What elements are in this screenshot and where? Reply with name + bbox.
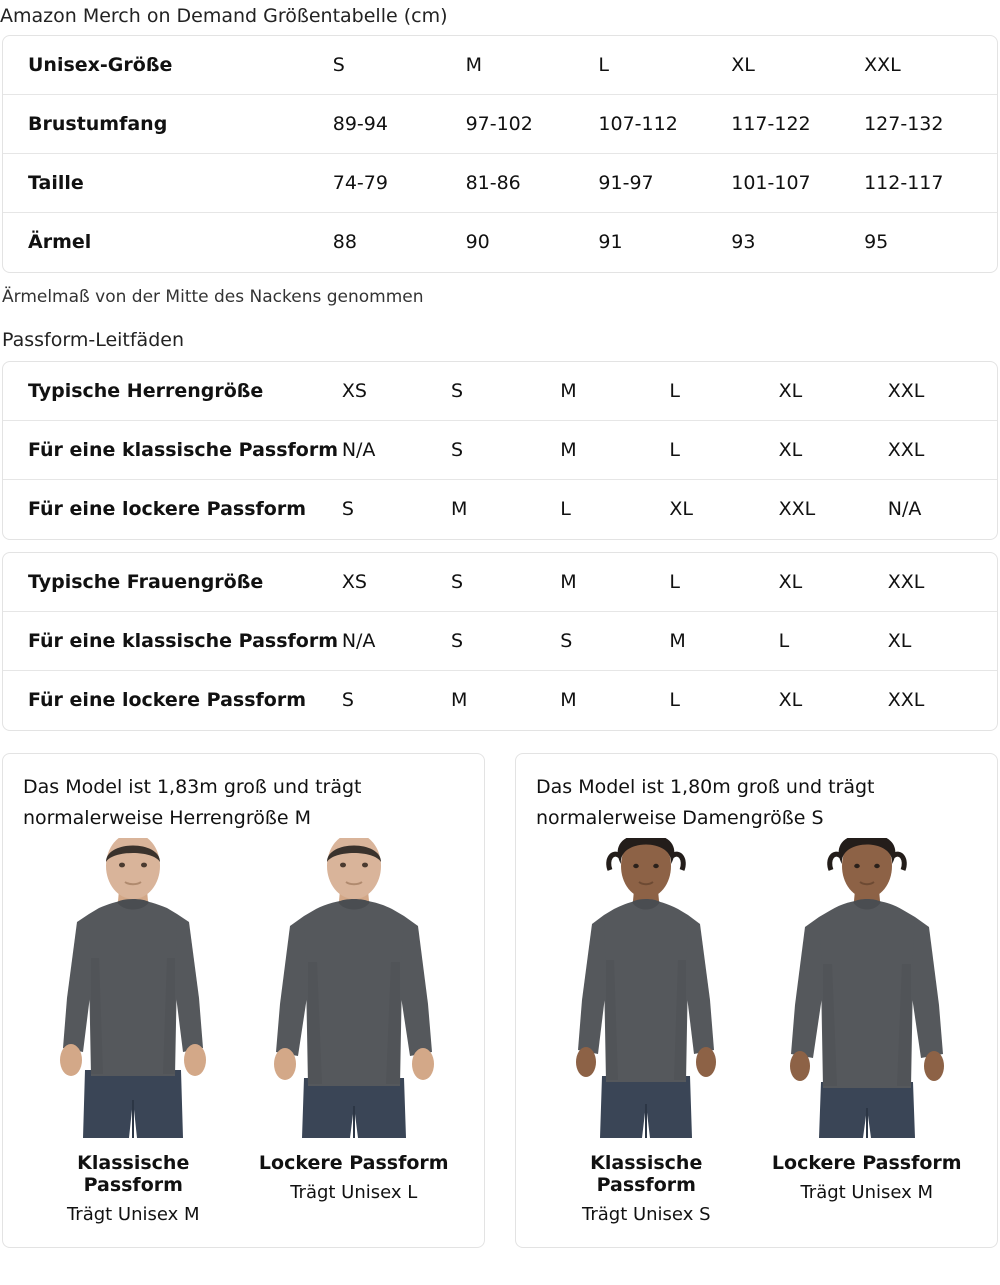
womens-model-card <box>515 753 998 1248</box>
model-description: Das Model ist 1,83m groß und trägt normalerweise Herrengröße M <box>23 775 362 830</box>
cell: S <box>560 612 669 671</box>
mens-fit-table <box>2 361 998 540</box>
cell: S <box>451 362 560 421</box>
cell: M <box>560 553 669 612</box>
cell: M <box>466 36 599 95</box>
row-label: Typische Frauengröße <box>3 553 342 612</box>
fit-guides-heading: Passform-Leitfäden <box>2 328 184 351</box>
cell: XL <box>731 36 864 95</box>
table-row <box>3 213 997 272</box>
figure-row <box>23 838 464 1138</box>
cell: L <box>598 36 731 95</box>
cell: S <box>451 553 560 612</box>
fit-name: Lockere Passform <box>771 1152 962 1175</box>
table-row <box>3 362 997 421</box>
row-label: Brustumfang <box>3 95 333 154</box>
cell: L <box>560 498 571 521</box>
caption-block <box>246 1152 461 1225</box>
cell: XS <box>342 553 451 612</box>
row-label: Für eine lockere Passform <box>28 689 307 712</box>
table-row <box>3 671 997 730</box>
female-relaxed-fit-figure <box>767 838 967 1138</box>
model-cards <box>2 753 998 1248</box>
figure-captions <box>23 1152 464 1225</box>
fit-wears: Trägt Unisex L <box>290 1182 418 1204</box>
size-table <box>2 35 998 273</box>
male-relaxed-fit-figure <box>254 838 454 1138</box>
fit-wears: Trägt Unisex S <box>581 1204 711 1226</box>
cell: XXL <box>778 498 816 521</box>
table-row <box>3 421 997 480</box>
male-classic-fit-figure <box>33 838 233 1138</box>
cell: L <box>669 421 778 480</box>
row-label: Typische Herrengröße <box>3 362 342 421</box>
cell: M <box>560 362 669 421</box>
mens-model-card <box>2 753 485 1248</box>
cell: 74-79 <box>333 154 466 213</box>
cell: XXL <box>888 362 997 421</box>
cell: XXL <box>888 553 997 612</box>
figure-row <box>536 838 977 1138</box>
cell: 101-107 <box>731 154 864 213</box>
womens-fit-table <box>2 552 998 731</box>
cell: S <box>451 612 560 671</box>
table-row <box>3 154 997 213</box>
fit-name: Klassische Passform <box>590 1152 703 1197</box>
cell: XXL <box>888 421 997 480</box>
cell: XXL <box>864 36 997 95</box>
cell: L <box>669 362 778 421</box>
cell: 89-94 <box>333 95 466 154</box>
row-label: Für eine klassische Passform <box>3 612 342 671</box>
table-row <box>3 612 997 671</box>
cell: 97-102 <box>466 95 599 154</box>
fit-name: Lockere Passform <box>258 1152 449 1175</box>
caption-block <box>759 1152 974 1225</box>
cell: XL <box>779 553 888 612</box>
cell: N/A <box>342 612 451 671</box>
caption-block <box>539 1152 754 1225</box>
fit-wears: Trägt Unisex M <box>66 1204 200 1226</box>
cell: M <box>669 612 778 671</box>
cell: S <box>341 689 354 712</box>
cell: XL <box>888 612 997 671</box>
table-row <box>3 480 997 539</box>
page-title: Amazon Merch on Demand Größentabelle (cm) <box>0 5 448 27</box>
cell: XL <box>778 689 803 712</box>
cell: M <box>451 689 468 712</box>
cell: N/A <box>887 498 922 521</box>
cell: 127-132 <box>864 95 997 154</box>
table-row <box>3 36 997 95</box>
cell: 112-117 <box>864 154 997 213</box>
cell: S <box>333 36 466 95</box>
cell: XL <box>779 362 888 421</box>
cell: 90 <box>465 231 490 254</box>
cell: S <box>451 421 560 480</box>
cell: 107-112 <box>598 95 731 154</box>
cell: N/A <box>342 421 451 480</box>
cell: 91 <box>598 231 623 254</box>
cell: 93 <box>731 231 756 254</box>
figure-captions <box>536 1152 977 1225</box>
cell: M <box>560 689 577 712</box>
sleeve-note: Ärmelmaß von der Mitte des Nackens genommen <box>2 286 424 307</box>
cell: S <box>341 498 354 521</box>
row-label: Für eine klassische Passform <box>3 421 342 480</box>
cell: 95 <box>864 231 889 254</box>
cell: M <box>560 421 669 480</box>
cell: 88 <box>332 231 357 254</box>
cell: XL <box>779 421 888 480</box>
table-row <box>3 95 997 154</box>
cell: L <box>779 612 888 671</box>
cell: M <box>451 498 468 521</box>
table-row <box>3 553 997 612</box>
cell: XS <box>342 362 451 421</box>
row-label: Für eine lockere Passform <box>28 498 307 521</box>
cell: XXL <box>887 689 925 712</box>
cell: XL <box>669 498 693 521</box>
female-classic-fit-figure <box>546 838 746 1138</box>
fit-name: Klassische Passform <box>77 1152 190 1197</box>
row-label: Unisex-Größe <box>3 36 333 95</box>
cell: 81-86 <box>466 154 599 213</box>
row-label: Taille <box>3 154 333 213</box>
cell: 117-122 <box>731 95 864 154</box>
cell: L <box>669 689 680 712</box>
model-description: Das Model ist 1,80m groß und trägt normalerweise Damengröße S <box>536 775 875 830</box>
cell: 91-97 <box>598 154 731 213</box>
row-label: Ärmel <box>28 231 92 254</box>
fit-wears: Trägt Unisex M <box>800 1182 934 1204</box>
caption-block <box>26 1152 241 1225</box>
cell: L <box>669 553 778 612</box>
